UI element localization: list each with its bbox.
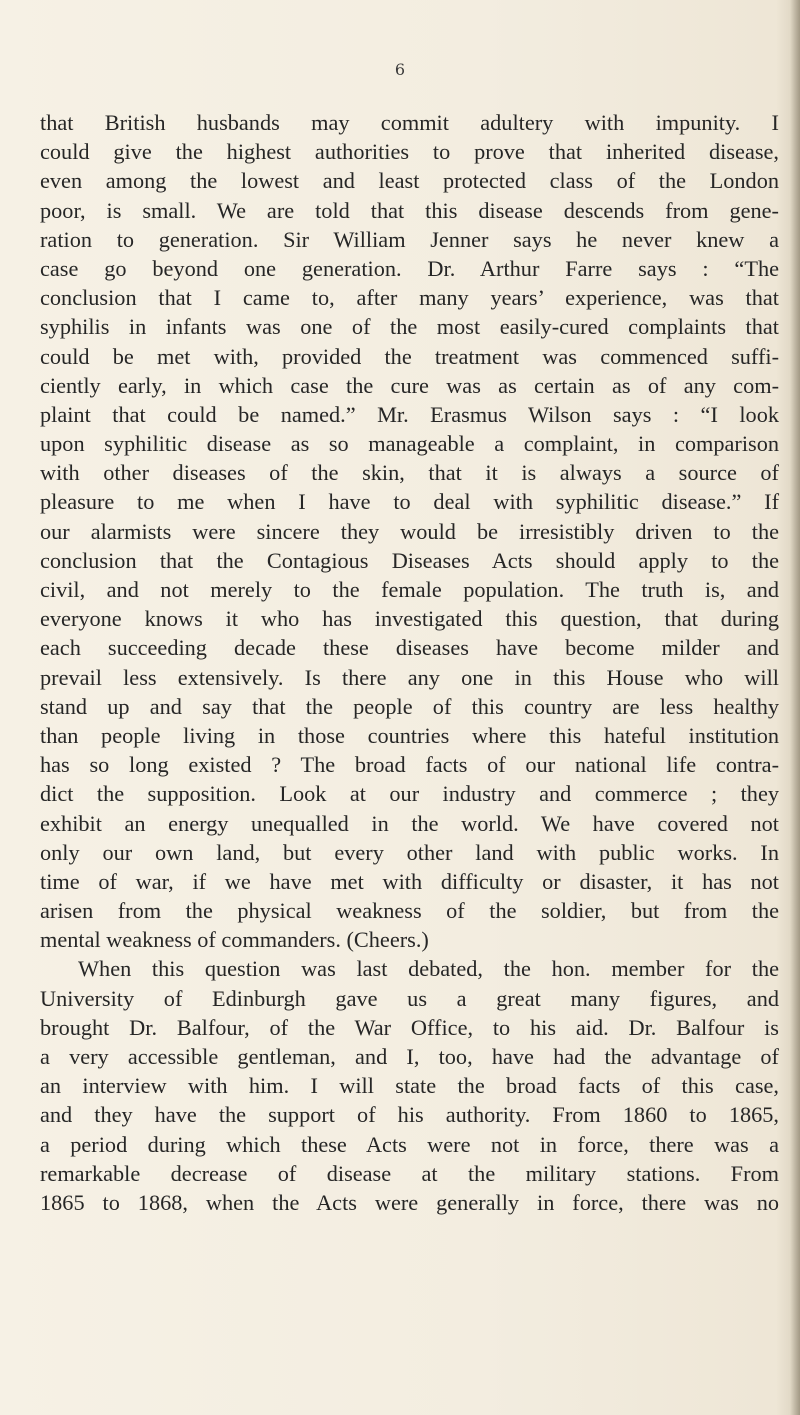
text-line: that British husbands may commit adultery with impunity. I	[40, 110, 779, 135]
text-line: our alarmists were sincere they would be irresistibly driven to the	[40, 518, 779, 544]
text-line: exhibit an energy unequalled in the world. We have covered not	[40, 810, 779, 836]
text-line: poor, is small. We are told that this disease descends from gene-	[40, 197, 779, 223]
text-line: everyone knows it who has investigated this question, that during	[40, 606, 779, 632]
text-line: a period during which these Acts were not in force, there was a	[40, 1131, 779, 1157]
page-edge-shadow	[790, 0, 800, 1415]
text-line: case go beyond one generation. Dr. Arthur Farre says : “The	[40, 255, 779, 281]
text-line: than people living in those countries where this hateful institution	[40, 722, 779, 748]
text-line: 1865 to 1868, when the Acts were generally in force, there was no	[40, 1189, 779, 1215]
text-line: only our own land, but every other land with public works. In	[40, 839, 779, 865]
text-line: and they have the support of his authority. From 1860 to 1865,	[40, 1102, 779, 1128]
text-line: mental weakness of commanders. (Cheers.)	[40, 927, 429, 953]
paragraph-2	[40, 954, 779, 1217]
text-line: University of Edinburgh gave us a great many figures, and	[40, 985, 779, 1011]
text-line: syphilis in infants was one of the most easily-cured complaints that	[40, 314, 779, 340]
text-line: When this question was last debated, the hon. member for the	[78, 956, 779, 982]
text-line: pleasure to me when I have to deal with syphilitic disease.” If	[40, 489, 779, 515]
text-line: dict the supposition. Look at our industry and commerce ; they	[40, 781, 779, 807]
text-line: time of war, if we have met with difficulty or disaster, it has not	[40, 868, 779, 894]
text-line: brought Dr. Balfour, of the War Office, to his aid. Dr. Balfour is	[40, 1014, 779, 1040]
text-line: ciently early, in which case the cure was as certain as of any com-	[40, 372, 779, 398]
text-line: conclusion that the Contagious Diseases Acts should apply to the	[40, 547, 779, 573]
text-line: prevail less extensively. Is there any one in this House who will	[40, 664, 779, 690]
text-line: civil, and not merely to the female population. The truth is, and	[40, 577, 779, 602]
text-line: conclusion that I came to, after many years’ experience, was that	[40, 285, 779, 311]
text-line: ration to generation. Sir William Jenner says he never knew a	[40, 226, 779, 252]
text-line: an interview with him. I will state the broad facts of this case,	[40, 1073, 779, 1099]
text-line: could give the highest authorities to prove that inherited disease,	[40, 139, 779, 165]
text-line: each succeeding decade these diseases have become milder and	[40, 635, 779, 661]
text-line: plaint that could be named.” Mr. Erasmus Wilson says : “I look	[40, 401, 779, 427]
body-text	[40, 108, 779, 1217]
text-line: remarkable decrease of disease at the military stations. From	[40, 1160, 779, 1186]
text-line: has so long existed ? The broad facts of our national life contra-	[40, 752, 779, 778]
text-line: upon syphilitic disease as so manageable a complaint, in comparison	[40, 431, 779, 457]
text-line: even among the lowest and least protected class of the London	[40, 168, 779, 194]
text-line: with other diseases of the skin, that it is always a source of	[40, 460, 779, 486]
text-line: stand up and say that the people of this country are less healthy	[40, 693, 779, 719]
text-line: arisen from the physical weakness of the soldier, but from the	[40, 898, 779, 924]
text-line: could be met with, provided the treatment was commenced suffi-	[40, 343, 779, 369]
text-line: a very accessible gentleman, and I, too, have had the advantage of	[40, 1044, 779, 1069]
page-number: 6	[394, 60, 406, 79]
paragraph-1	[40, 108, 779, 954]
